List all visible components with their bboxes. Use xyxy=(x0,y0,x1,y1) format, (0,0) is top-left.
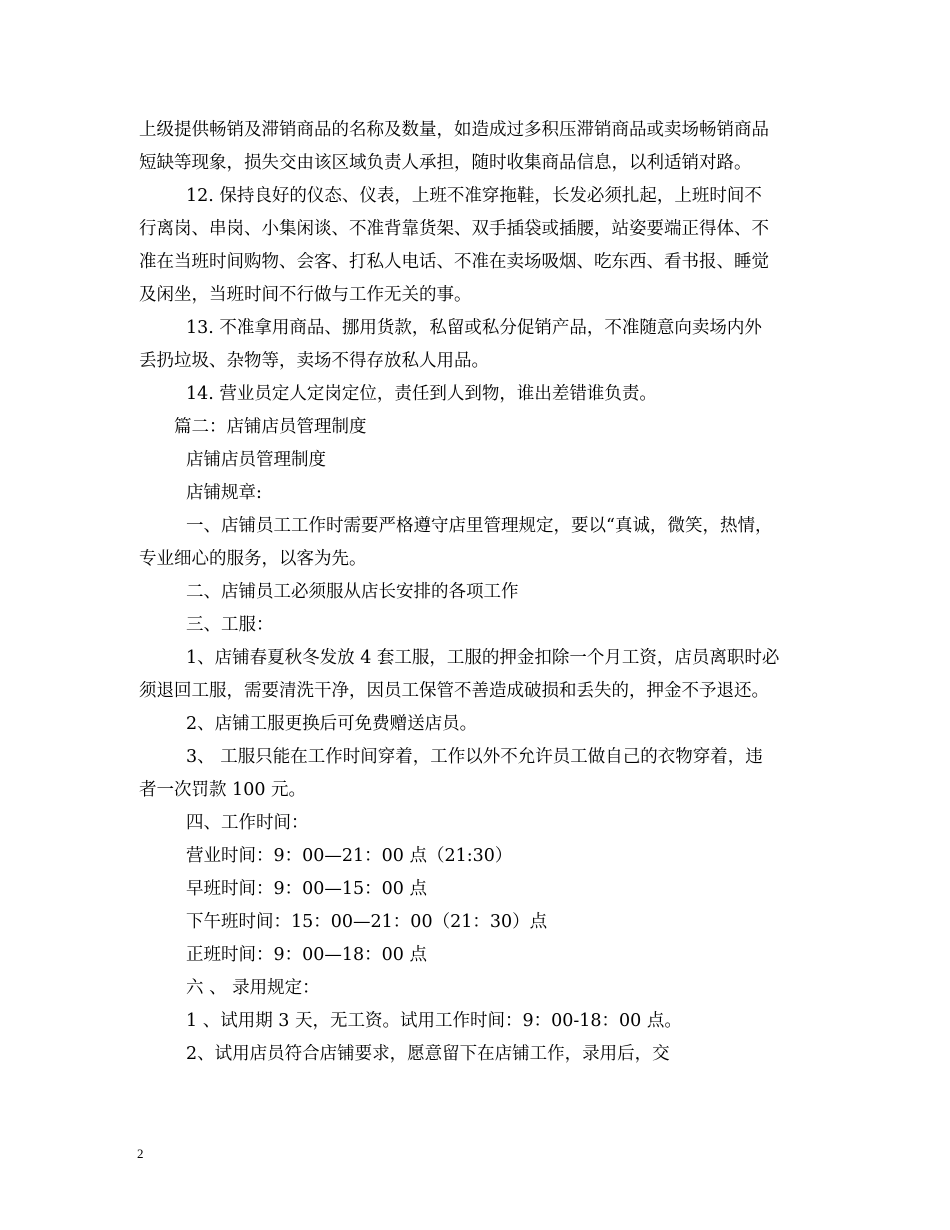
rule-item: 2、店铺工服更换后可免费赠送店员。 xyxy=(186,714,478,734)
paragraph-line: 须退回工服，需要清洗干净，因员工保管不善造成破损和丢失的，押金不予退还。 xyxy=(139,681,769,701)
schedule-line: 早班时间：9：00—15：00 点 xyxy=(186,879,428,899)
subheading: 六 、 录用规定： xyxy=(186,978,320,998)
subheading: 四、工作时间： xyxy=(186,813,309,833)
rule-item: 1 、试用期 3 天，无工资。试用工作时间：9：00-18：00 点。 xyxy=(186,1011,682,1031)
rule-item: 3、 工服只能在工作时间穿着，工作以外不允许员工做自己的衣物穿着，违 xyxy=(186,747,763,767)
document-body xyxy=(139,114,817,1071)
schedule-line: 下午班时间：15：00—21：00（21：30）点 xyxy=(186,912,548,932)
paragraph-line: 上级提供畅销及滞销商品的名称及数量，如造成过多积压滞销商品或卖场畅销商品 xyxy=(139,120,769,140)
subheading: 三、工服： xyxy=(186,615,274,635)
rule-item: 1、店铺春夏秋冬发放 4 套工服，工服的押金扣除一个月工资，店员离职时必 xyxy=(186,648,780,668)
paragraph-line: 丢扔垃圾、杂物等，卖场不得存放私人用品。 xyxy=(139,351,489,371)
schedule-line: 营业时间：9：00—21：00 点（21:30） xyxy=(186,846,513,866)
rule-item: 一、店铺员工工作时需要严格遵守店里管理规定，要以“真诚，微笑，热情， xyxy=(186,516,773,536)
paragraph-line: 及闲坐，当班时间不行做与工作无关的事。 xyxy=(139,285,472,305)
subheading: 店铺规章: xyxy=(186,483,262,503)
list-item-14: 14. 营业员定人定岗定位，责任到人到物，谁出差错谁负责。 xyxy=(186,384,657,404)
list-item-13: 13. 不准拿用商品、挪用货款，私留或私分促销产品，不准随意向卖场内外 xyxy=(186,318,762,338)
rule-item: 2、试用店员符合店铺要求，愿意留下在店铺工作，录用后，交 xyxy=(186,1044,670,1064)
page-number: 2 xyxy=(137,1146,144,1161)
schedule-line: 正班时间：9：00—18：00 点 xyxy=(186,945,428,965)
document-title: 店铺店员管理制度 xyxy=(186,450,326,470)
paragraph-line: 短缺等现象，损失交由该区域负责人承担，随时收集商品信息，以利适销对路。 xyxy=(139,153,752,173)
section-heading: 篇二：店铺店员管理制度 xyxy=(174,417,367,437)
list-item-12: 12. 保持良好的仪态、仪表，上班不准穿拖鞋，长发必须扎起，上班时间不 xyxy=(186,186,762,206)
rule-item: 二、店铺员工必须服从店长安排的各项工作 xyxy=(186,582,519,602)
paragraph-line: 者一次罚款 100 元。 xyxy=(139,780,307,800)
paragraph-line: 专业细心的服务，以客为先。 xyxy=(139,549,367,569)
paragraph-line: 行离岗、串岗、小集闲谈、不准背靠货架、双手插袋或插腰，站姿要端正得体、不 xyxy=(139,219,769,239)
paragraph-line: 准在当班时间购物、会客、打私人电话、不准在卖场吸烟、吃东西、看书报、睡觉 xyxy=(139,252,769,272)
